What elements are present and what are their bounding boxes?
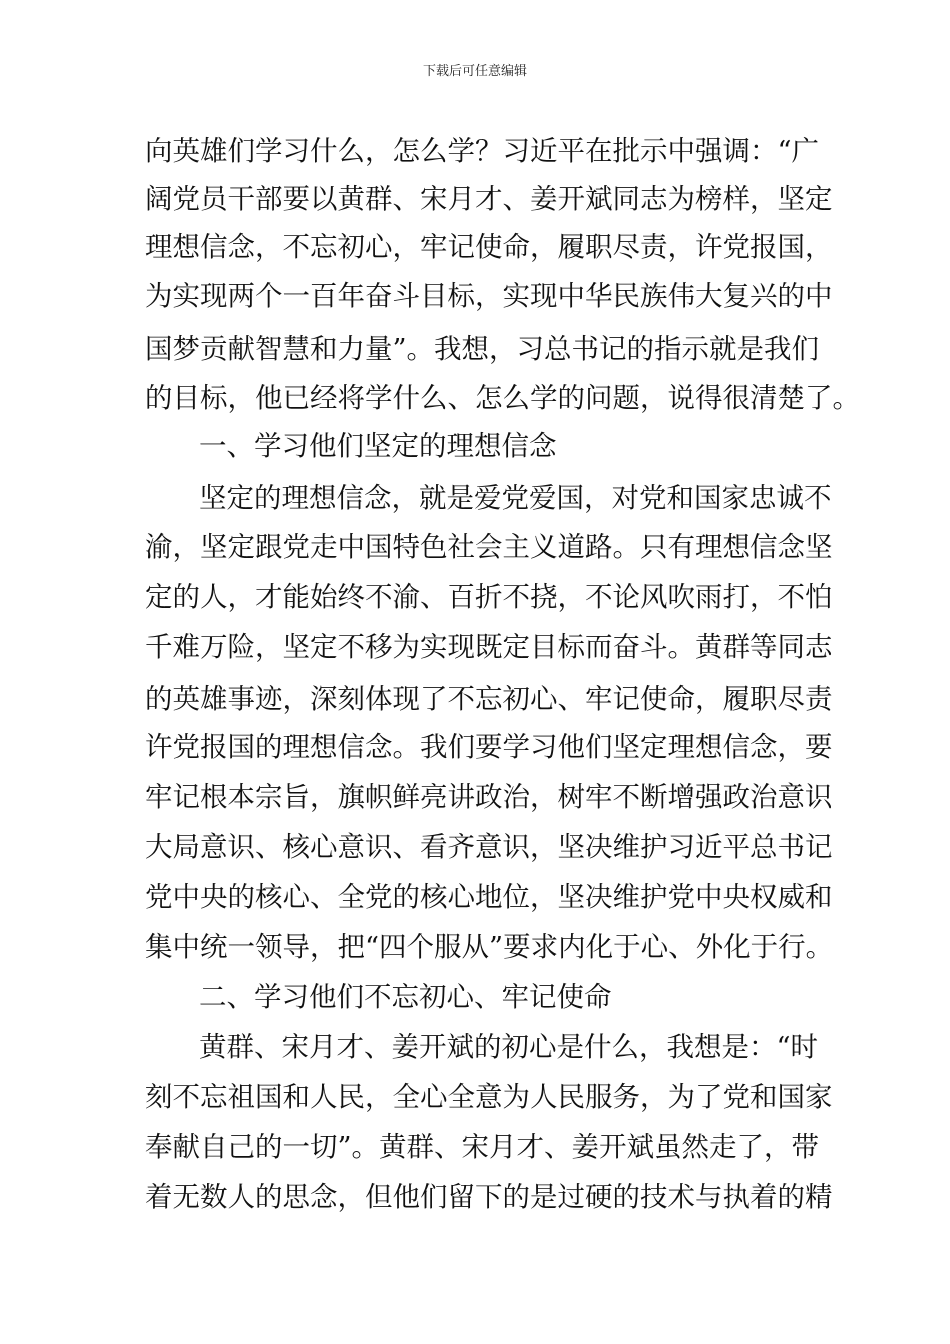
body-line-22: 着无数人的思念，但他们留下的是过硬的技术与执着的精	[145, 1181, 833, 1213]
body-line-16: 党中央的核心、全党的核心地位，坚决维护党中央权威和	[145, 881, 833, 913]
body-line-3: 理想信念，不忘初心，牢记使命，履职尽责，许党报国，	[145, 231, 833, 263]
page-header: 下载后可任意编辑	[422, 64, 527, 79]
body-line-20: 刻不忘祖国和人民，全心全意为人民服务，为了党和国家	[145, 1081, 833, 1113]
body-line-17: 集中统一领导，把“四个服从”要求内化于心、外化于行。	[145, 931, 834, 963]
body-line-8: 坚定的理想信念，就是爱党爱国，对党和国家忠诚不	[199, 482, 832, 514]
body-line-11: 千难万险，坚定不移为实现既定目标而奋斗。黄群等同志	[145, 631, 833, 663]
section-heading-1: 一、学习他们坚定的理想信念	[199, 430, 557, 462]
body-line-5: 国梦贡献智慧和力量”。我想，习总书记的指示就是我们	[145, 333, 820, 365]
body-line-21: 奉献自己的一切”。黄群、宋月才、姜开斌虽然走了，带	[145, 1131, 820, 1163]
body-line-13: 许党报国的理想信念。我们要学习他们坚定理想信念，要	[145, 731, 833, 763]
section-heading-2: 二、学习他们不忘初心、牢记使命	[199, 981, 612, 1013]
body-line-14: 牢记根本宗旨，旗帜鲜亮讲政治，树牢不断增强政治意识	[145, 781, 833, 813]
body-line-19: 黄群、宋月才、姜开斌的初心是什么，我想是：“时	[199, 1031, 819, 1063]
body-line-10: 定的人，才能始终不渝、百折不挠，不论风吹雨打，不怕	[145, 581, 833, 613]
body-line-1: 向英雄们学习什么，怎么学？习近平在批示中强调：“广	[145, 135, 820, 167]
body-line-9: 渝，坚定跟党走中国特色社会主义道路。只有理想信念坚	[145, 531, 833, 563]
body-line-15: 大局意识、核心意识、看齐意识，坚决维护习近平总书记	[145, 831, 833, 863]
body-line-2: 阔党员干部要以黄群、宋月才、姜开斌同志为榜样，坚定	[145, 183, 833, 215]
body-line-6: 的目标，他已经将学什么、怎么学的问题，说得很清楚了。	[145, 382, 860, 414]
body-line-12: 的英雄事迹，深刻体现了不忘初心、牢记使命，履职尽责	[145, 683, 833, 715]
body-line-4: 为实现两个一百年奋斗目标，实现中华民族伟大复兴的中	[145, 280, 833, 312]
